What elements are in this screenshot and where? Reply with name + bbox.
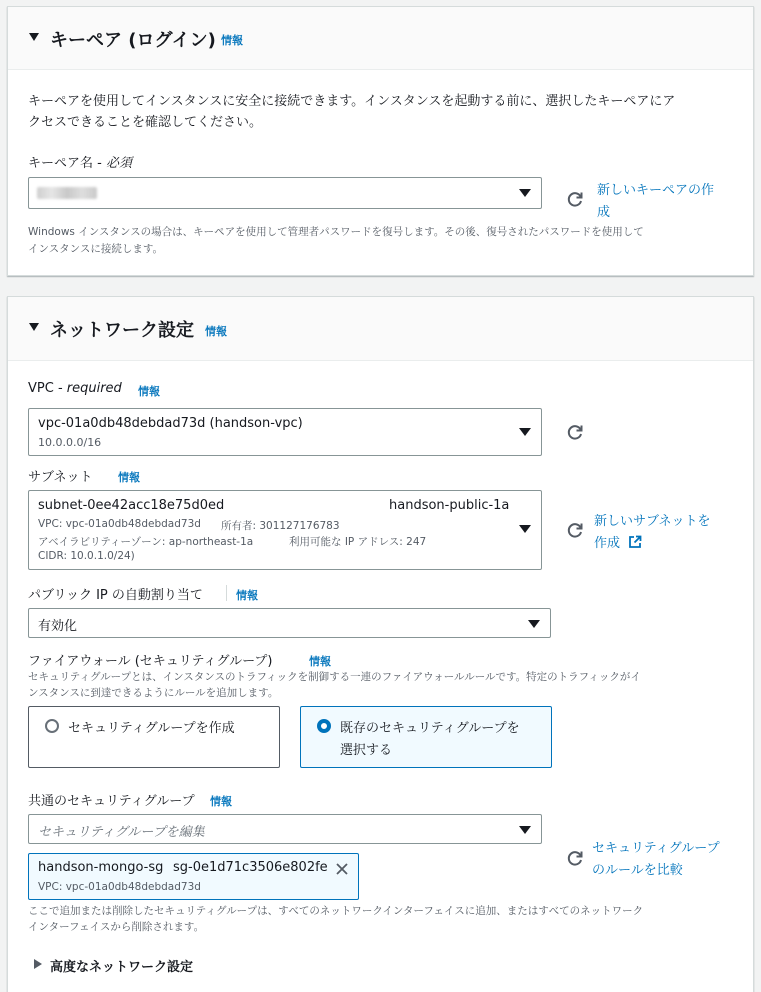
existing-security-group-label: 既存のセキュリティグループを <box>340 721 520 736</box>
vpc-info-link[interactable]: 情報 <box>138 385 160 398</box>
create-subnet-link-2[interactable]: 作成 <box>594 532 642 551</box>
collapse-caret-icon[interactable] <box>29 33 39 41</box>
subnet-owner: 所有者: 301127176783 <box>221 520 340 532</box>
subnet-select[interactable] <box>28 490 542 570</box>
subnet-available-ip: 利用可能な IP アドレス: 247 <box>289 536 427 548</box>
public-ip-select[interactable] <box>28 608 551 638</box>
keypair-panel <box>7 6 754 276</box>
subnet-info-link[interactable]: 情報 <box>118 471 140 484</box>
firewall-description-2: ンスタンスに到達できるようにルールを追加します。 <box>28 687 279 699</box>
firewall-description: セキュリティグループとは、インスタンスのトラフィックを制御する一連のファイアウォールルールです。特定のトラフィックがイ <box>28 671 641 683</box>
public-ip-label: パブリック IP の自動割り当て <box>28 588 203 603</box>
network-info-link[interactable]: 情報 <box>205 325 227 338</box>
common-sg-help: ここで追加または削除したセキュリティグループは、すべてのネットワークインターフェイスに追加、またはすべてのネットワーク <box>28 905 644 917</box>
dropdown-arrow-icon <box>519 826 531 834</box>
existing-security-group-label-2: 選択する <box>340 743 393 758</box>
token-sg-name: handson-mongo-sg <box>38 860 164 875</box>
refresh-icon[interactable] <box>566 521 584 539</box>
vpc-label: VPC - required <box>28 381 122 396</box>
radio-button[interactable] <box>45 719 59 733</box>
label-divider <box>226 585 227 601</box>
security-group-token <box>28 853 359 900</box>
keypair-help-2: インスタンスに接続します。 <box>28 243 164 255</box>
vpc-select[interactable] <box>28 408 542 456</box>
network-header[interactable] <box>8 297 753 361</box>
token-sg-vpc: VPC: vpc-01a0db48debdad73d <box>38 881 201 893</box>
create-keypair-link[interactable]: 新しいキーペアの作 <box>597 183 715 198</box>
public-ip-value: 有効化 <box>38 619 78 634</box>
security-group-select[interactable] <box>28 814 542 844</box>
dropdown-arrow-icon <box>519 525 531 533</box>
create-security-group-label: セキュリティグループを作成 <box>68 721 235 736</box>
subnet-name: handson-public-1a <box>389 498 510 513</box>
firewall-info-link[interactable]: 情報 <box>309 655 331 668</box>
subnet-cidr: CIDR: 10.0.1.0/24) <box>38 550 135 562</box>
common-sg-info-link[interactable]: 情報 <box>210 795 232 808</box>
refresh-icon[interactable] <box>566 423 584 441</box>
firewall-label: ファイアウォール (セキュリティグループ) <box>28 654 273 669</box>
vpc-cidr: 10.0.0.0/16 <box>38 436 102 449</box>
keypair-description: キーペアを使用してインスタンスに安全に接続できます。インスタンスを起動する前に、選択したキーペアにア <box>28 94 676 109</box>
create-keypair-link-2[interactable]: 成 <box>597 205 611 220</box>
subnet-vpc: VPC: vpc-01a0db48debdad73d <box>38 518 201 530</box>
radio-button-selected[interactable] <box>317 719 331 733</box>
common-sg-label: 共通のセキュリティグループ <box>28 794 195 809</box>
refresh-icon[interactable] <box>566 190 584 208</box>
advanced-network-label: 高度なネットワーク設定 <box>50 960 194 975</box>
keypair-header[interactable] <box>8 7 753 70</box>
keypair-info-link[interactable]: 情報 <box>221 34 243 47</box>
collapse-caret-icon[interactable] <box>29 323 39 331</box>
common-sg-help-2: インターフェイスから削除されます。 <box>28 921 205 933</box>
token-sg-id: sg-0e1d71c3506e802fe <box>173 860 328 875</box>
compare-rules-link-2[interactable]: のルールを比較 <box>592 863 683 878</box>
refresh-icon[interactable] <box>566 849 584 867</box>
security-group-placeholder: セキュリティグループを編集 <box>38 825 205 840</box>
network-title: ネットワーク設定 <box>50 320 194 341</box>
subnet-id: subnet-0ee42acc18e75d0ed <box>38 498 225 513</box>
compare-rules-link[interactable]: セキュリティグループ <box>592 841 720 856</box>
create-subnet-link[interactable]: 新しいサブネットを <box>594 514 711 529</box>
keypair-help: Windows インスタンスの場合は、キーペアを使用して管理者パスワードを復号します。その後、復号されたパスワードを使用して <box>28 226 644 238</box>
expand-caret-icon <box>34 959 42 969</box>
create-security-group-option[interactable] <box>28 706 280 768</box>
keypair-field-label: キーペア名 - 必須 <box>28 156 132 171</box>
vpc-value: vpc-01a0db48debdad73d (handson-vpc) <box>38 416 303 431</box>
dropdown-arrow-icon <box>519 189 531 197</box>
external-link-icon <box>628 535 642 549</box>
remove-token-icon[interactable] <box>335 862 349 876</box>
subnet-az: アベイラビリティーゾーン: ap-northeast-1a <box>38 536 254 548</box>
keypair-title: キーペア (ログイン) <box>50 30 216 51</box>
network-panel <box>7 296 754 992</box>
advanced-network-toggle[interactable] <box>28 954 228 974</box>
dropdown-arrow-icon <box>528 620 540 628</box>
public-ip-info-link[interactable]: 情報 <box>236 589 258 602</box>
keypair-description-2: クセスできることを確認してください。 <box>28 115 263 130</box>
keypair-select[interactable] <box>28 177 542 209</box>
keypair-redacted-value <box>37 187 97 199</box>
existing-security-group-option[interactable] <box>300 706 552 768</box>
subnet-label: サブネット <box>28 470 93 485</box>
dropdown-arrow-icon <box>519 428 531 436</box>
